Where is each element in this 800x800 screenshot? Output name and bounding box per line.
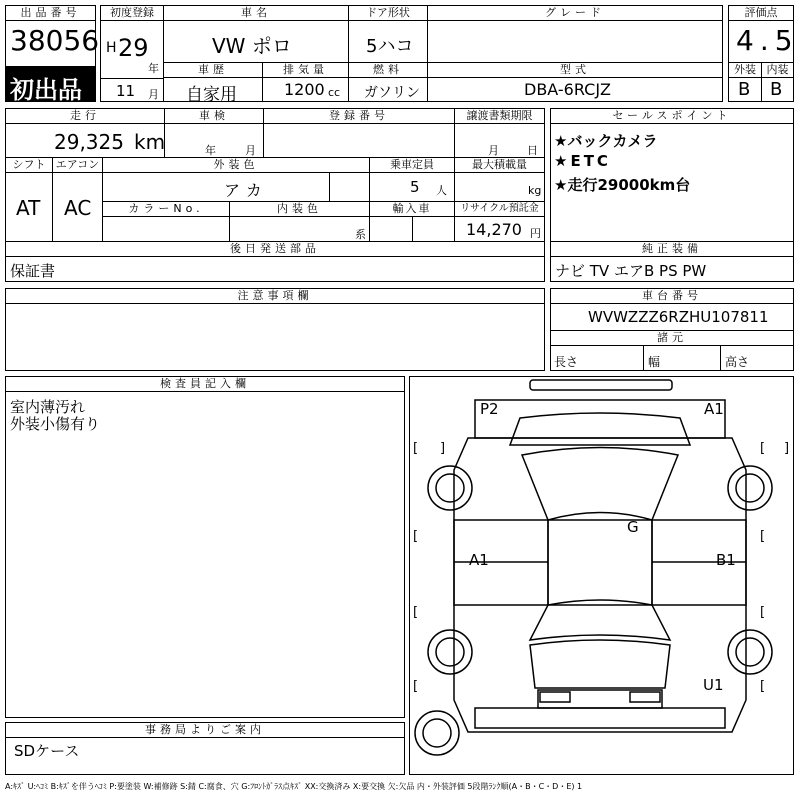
svg-text:[: [ <box>760 441 766 456</box>
shift: AT <box>16 196 41 220</box>
svg-text:[: [ <box>413 441 419 456</box>
registration-year: 29 <box>118 34 149 62</box>
sales-point-item: ★バックカメラ <box>554 132 658 150</box>
transfer-month-unit: 月 <box>488 144 499 157</box>
door-type: 5ハコ <box>366 36 414 57</box>
displacement: 1200 <box>284 80 325 99</box>
sales-point-item: ★ETC <box>554 152 611 170</box>
office-notice: SDケース <box>14 742 80 760</box>
score-label: 評価点 <box>728 5 794 21</box>
divider <box>100 78 164 79</box>
lot-number: 38056 <box>10 24 100 57</box>
svg-text:[: [ <box>413 605 419 620</box>
transfer-day-unit: 日 <box>527 144 538 157</box>
svg-text:[: [ <box>413 679 419 694</box>
damage-mark-a1-front: A1 <box>704 400 724 418</box>
first-registration-label: 初度登録 <box>100 5 164 21</box>
score: 4.5 <box>736 24 799 57</box>
svg-text:[: [ <box>760 679 766 694</box>
recycle-fee: 14,270 <box>466 220 522 239</box>
svg-text:[: [ <box>760 605 766 620</box>
capacity-unit: 人 <box>436 184 447 197</box>
notes-cell <box>5 303 545 371</box>
import-cell-b <box>412 216 455 242</box>
body-color: アカ <box>224 181 268 200</box>
color-extra-cell <box>329 172 370 202</box>
displacement-unit: cc <box>328 86 341 99</box>
interior-color-unit: 系 <box>355 228 366 241</box>
damage-mark-g: G <box>627 518 639 536</box>
import-label: 輸入車 <box>369 201 455 217</box>
inspector-note: 室内薄汚れ <box>10 398 86 416</box>
sales-points-label: セールスポイント <box>550 108 794 124</box>
genuine-equipment: ナビ TV エアB PS PW <box>555 262 707 280</box>
color-no-cell <box>102 216 230 242</box>
specs-length: 長さ <box>554 355 579 369</box>
damage-mark-p2: P2 <box>480 400 499 418</box>
specs-height: 高さ <box>725 355 750 369</box>
fuel: ガソリン <box>364 85 420 101</box>
color-label: 外装色 <box>102 157 370 173</box>
capacity-label: 乗車定員 <box>369 157 455 173</box>
chassis-label: 車台番号 <box>550 288 794 304</box>
damage-mark-u1: U1 <box>703 676 724 694</box>
reg-no-cell <box>263 123 455 158</box>
interior-color-cell <box>229 216 370 242</box>
later-parts-cell <box>5 256 545 282</box>
model: DBA-6RCJZ <box>524 80 612 99</box>
genuine-label: 純正装備 <box>550 241 794 257</box>
specs-width: 幅 <box>648 355 661 369</box>
shift-label: シフト <box>5 157 53 173</box>
interior-color-label: 内装色 <box>229 201 370 217</box>
damage-mark-a1-left: A1 <box>469 551 489 569</box>
load-label: 最大積載量 <box>454 157 545 173</box>
history: 自家用 <box>186 85 237 105</box>
damage-mark-b1-right: B1 <box>716 551 736 569</box>
inspection-month-unit: 月 <box>245 144 256 157</box>
air-conditioner: AC <box>64 196 92 220</box>
transfer-label: 譲渡書類期限 <box>454 108 545 124</box>
interior-grade: B <box>770 79 783 100</box>
legend: A:ｷｽﾞ U:ﾍｺﾐ B:ｷｽﾞを伴うﾍｺﾐ P:要塗装 W:補修跡 S:錆 C:腐食、穴 G:ﾌﾛﾝﾄｶﾞﾗｽ点ｷｽﾞ XX:交換済み X:要交換 欠:欠品 内・外装評価 5段階ﾗﾝｸ順(A・B・C・D・E) 1 <box>5 782 583 791</box>
displacement-label: 排気量 <box>262 62 349 78</box>
interior-label: 内装 <box>761 62 794 78</box>
inspection-year-unit: 年 <box>205 144 216 157</box>
grade-label: グレード <box>427 5 723 21</box>
inspector-note: 外装小傷有り <box>10 415 101 433</box>
chassis-number: WVWZZZ6RZHU107811 <box>588 308 769 326</box>
model-label: 型式 <box>427 62 723 78</box>
fuel-label: 燃料 <box>348 62 428 78</box>
import-cell-a <box>369 216 413 242</box>
car-name-label: 車名 <box>163 5 349 21</box>
lot-number-label: 出品番号 <box>5 5 96 21</box>
load-unit: kg <box>528 184 542 197</box>
svg-text:]: ] <box>784 441 790 456</box>
registration-month-unit: 月 <box>148 88 159 101</box>
registration-month: 11 <box>116 82 136 100</box>
later-parts-label: 後日発送部品 <box>5 241 545 257</box>
color-no-label: カラーNo. <box>102 201 230 217</box>
sales-point-item: ★走行29000km台 <box>554 176 691 194</box>
svg-text:[: [ <box>760 529 766 544</box>
mileage-label: 走行 <box>5 108 165 124</box>
car-name: VW ポロ <box>212 34 292 58</box>
specs-label: 諸元 <box>550 330 794 346</box>
inspection-label: 車検 <box>164 108 264 124</box>
era: H <box>106 40 117 56</box>
color-cell <box>102 172 330 202</box>
door-label: ドア形状 <box>348 5 428 21</box>
capacity: 5 <box>410 178 420 196</box>
notes-label: 注意事項欄 <box>5 288 545 304</box>
history-label: 車歴 <box>163 62 263 78</box>
recycle-label: リサイクル預託金 <box>454 201 545 217</box>
svg-text:]: ] <box>440 441 446 456</box>
office-label: 事務局よりご案内 <box>5 722 405 738</box>
svg-text:[: [ <box>413 529 419 544</box>
mileage: 29,325 <box>54 130 124 154</box>
inspector-label: 検査員記入欄 <box>5 376 405 392</box>
first-listing-text: 初出品 <box>10 76 82 104</box>
exterior-label: 外装 <box>728 62 762 78</box>
reg-no-label: 登録番号 <box>263 108 455 124</box>
recycle-unit: 円 <box>530 227 541 240</box>
ac-label: エアコン <box>52 157 103 173</box>
mileage-unit: km <box>134 130 166 154</box>
later-parts: 保証書 <box>10 262 56 280</box>
exterior-grade: B <box>738 79 751 100</box>
registration-year-unit: 年 <box>148 62 159 75</box>
diagram-frame <box>409 376 794 775</box>
